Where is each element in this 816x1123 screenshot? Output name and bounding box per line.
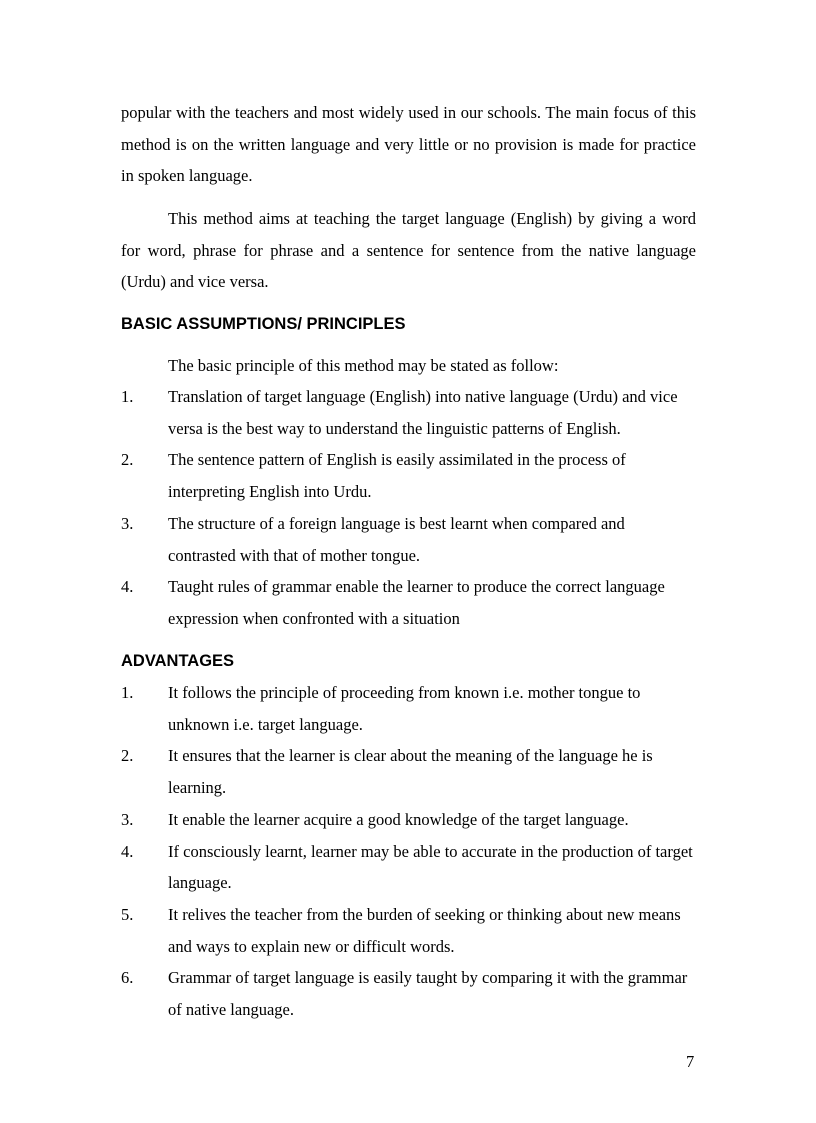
list-item-text: The sentence pattern of English is easily assimilated in the process of interpreting English into Urdu. — [168, 450, 626, 502]
list-item-text: The structure of a foreign language is best learnt when compared and contrasted with that of mother tongue. — [168, 513, 625, 565]
list-item — [121, 444, 696, 507]
list-item-number: 1. — [121, 387, 134, 406]
list-item-number: 1. — [121, 683, 134, 702]
page-number: 7 — [686, 1052, 695, 1071]
list-item-text: It enable the learner acquire a good knowledge of the target language. — [168, 809, 629, 829]
list-item-text: If consciously learnt, learner may be able to accurate in the production of target language. — [168, 841, 693, 893]
list-item — [121, 677, 696, 740]
list-item — [121, 899, 696, 962]
heading-basic-assumptions: BASIC ASSUMPTIONS/ PRINCIPLES — [121, 315, 406, 333]
list-item-text: It relives the teacher from the burden of seeking or thinking about new means and ways to explain new or difficult words. — [168, 904, 681, 956]
list-item-number: 3. — [121, 513, 134, 533]
list-item — [121, 804, 696, 836]
list-item-text: Taught rules of grammar enable the learner to produce the correct language expression when confronted with a situation — [168, 577, 665, 628]
list-item-number: 4. — [121, 841, 134, 861]
list-item — [121, 381, 696, 444]
paragraph-intro: popular with the teachers and most widely used in our schools. The main focus of this method is on the written language and very little or no provision is made for practice in spoken language. — [121, 103, 696, 186]
basic-principles-intro: The basic principle of this method may be stated as follow: — [168, 356, 559, 375]
list-item — [121, 836, 696, 899]
list-item-number: 5. — [121, 904, 134, 924]
list-item — [121, 571, 696, 634]
list-item-number: 3. — [121, 809, 134, 829]
list-item-text: It ensures that the learner is clear about the meaning of the language he is learning. — [168, 746, 653, 798]
paragraph-method-aim: This method aims at teaching the target language (English) by giving a word for word, phrase for phrase and a sentence for sentence from the native language (Urdu) and vice versa. — [121, 209, 696, 292]
list-item-number: 6. — [121, 968, 134, 988]
basic-principles-list — [121, 381, 696, 635]
list-item — [121, 962, 696, 1025]
advantages-list — [121, 677, 696, 1026]
list-item-text: Grammar of target language is easily taught by comparing it with the grammar of native language. — [168, 968, 688, 1020]
list-item — [121, 740, 696, 803]
list-item-text: It follows the principle of proceeding from known i.e. mother tongue to unknown i.e. target language. — [168, 683, 641, 734]
list-item — [121, 508, 696, 571]
list-item-number: 4. — [121, 577, 134, 597]
list-item-text: Translation of target language (English) into native language (Urdu) and vice versa is the best way to understand the linguistic patterns of English. — [168, 387, 678, 438]
heading-advantages: ADVANTAGES — [121, 652, 235, 670]
list-item-number: 2. — [121, 450, 134, 470]
list-item-number: 2. — [121, 746, 134, 766]
